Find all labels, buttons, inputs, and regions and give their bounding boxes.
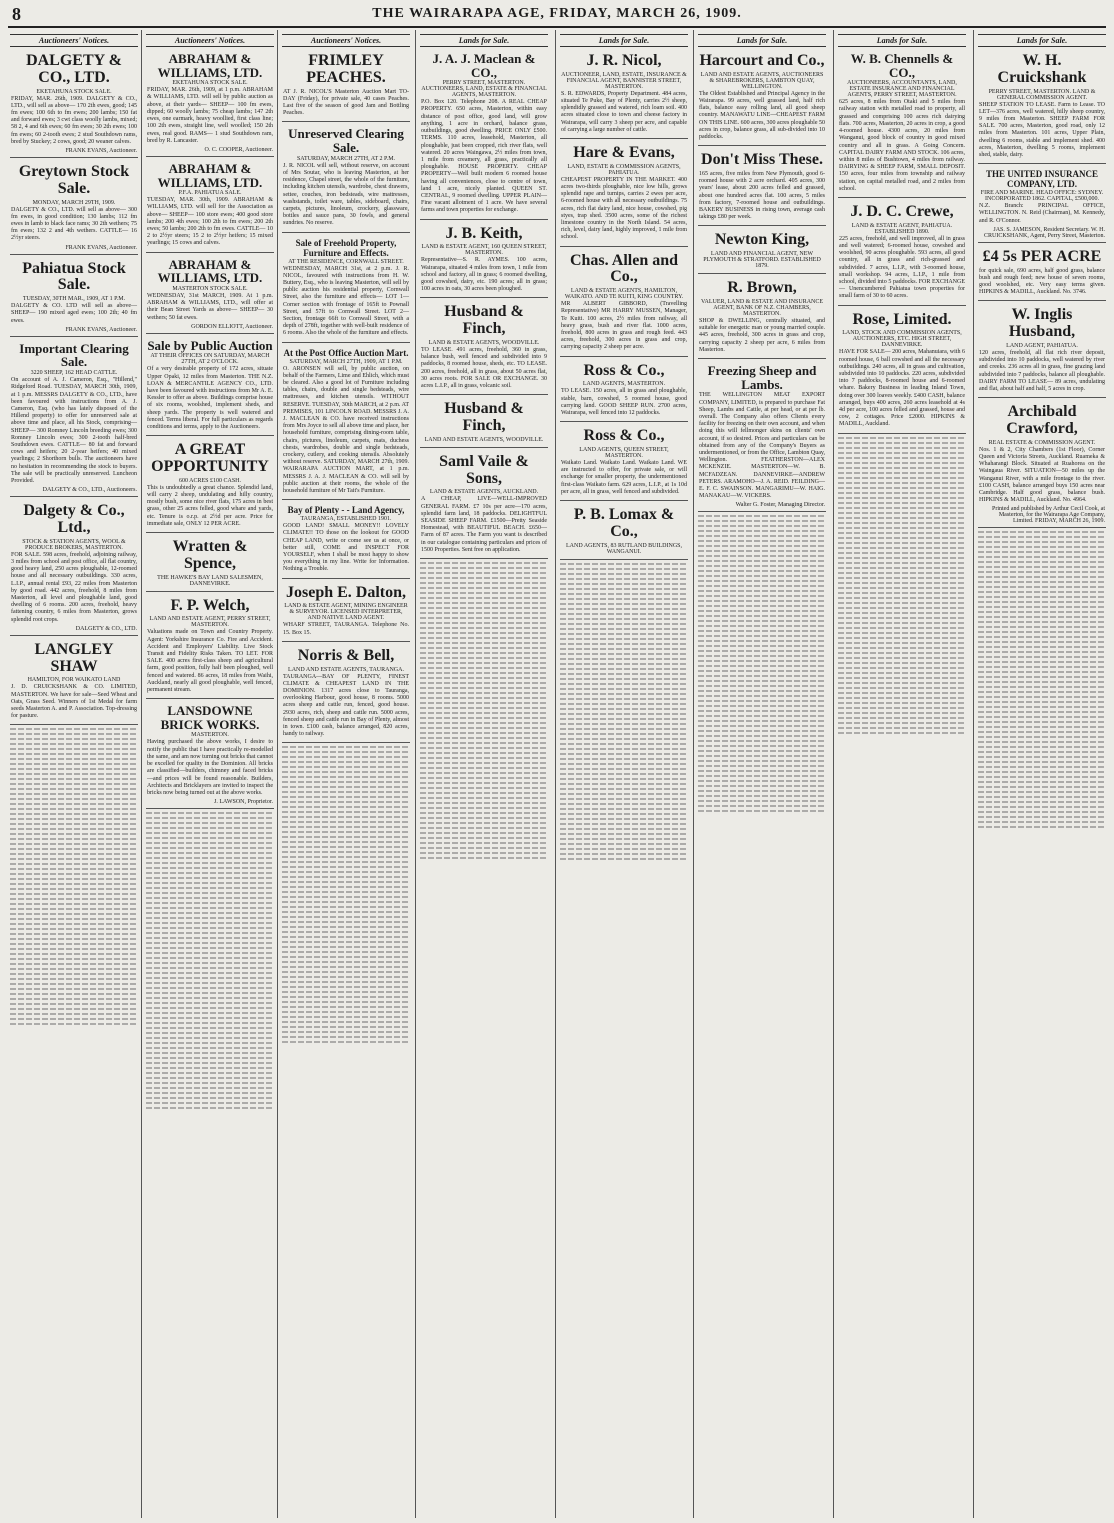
ad-signature: DALGETY & CO., LTD. xyxy=(75,625,137,632)
advertisement xyxy=(282,581,410,642)
advertisement xyxy=(146,336,274,436)
advertisement xyxy=(560,359,688,423)
advertisement xyxy=(698,49,826,146)
advertisement xyxy=(10,638,138,726)
ad-title: ABRAHAM & WILLIAMS, LTD. xyxy=(157,160,263,190)
advertisement xyxy=(420,397,548,448)
ad-body: N.Z. Branch: PRINCIPAL OFFICE, WELLINGTON. N. Reid (Chairman), M. Kennedy, and R. O'Connor. xyxy=(979,203,1105,224)
ad-subtitle: 3220 SHEEP, 162 HEAD CATTLE. xyxy=(30,370,118,377)
column-3 xyxy=(282,34,410,1516)
ad-subtitle: LAND AGENTS, 83 RUTLAND BUILDINGS, WANGANUI. xyxy=(566,542,682,555)
ad-body: J. R. NICOL will sell, without reserve, on account of Mrs Soutar, who is leaving Masterton, at her residence, Chapel street, the whole of the furniture, including kitchen utensils, wardrobe, chest drawers, settee, couches, iron bedsteads, wire mattresses, washstands, toilet ware, tables, sideboard, chairs, carpets, pictures, linoleum, crockery, glassware, bottles and sauce pans, 30 fowls, and general sundries. No reserve. xyxy=(283,162,409,227)
advertisement xyxy=(698,228,826,274)
ad-body: SHOP & DWELLING, centrally situated, and suitable for energetic man or young married couple. 445 acres, freehold, 300 acres in grass and crop, carrying capacity 2 sheep per acre, 6 miles from Masterton. xyxy=(699,318,825,353)
ad-title: Wratten & Spence, xyxy=(172,537,248,572)
ad-body: Valuations made on Town and Country Property. Agent: Yorkshire Insurance Co. Fire and Accident. Accident and Employers' Liability. Live Stock Transit and Fidelity Risks Taken. TO LET. FOR SALE. 400 acres first-class sheep and agricultural farm, good position, fully half been ploughed, well fenced and watered. 86 acres, 18 miles from Waihi, Auckland, nearly all good ploughable, well fenced, permanent stream. xyxy=(147,629,273,693)
column-4 xyxy=(420,34,548,1516)
print-texture xyxy=(282,746,410,1043)
ad-subtitle: STOCK & STATION AGENTS, WOOL & PRODUCE BROKERS, MASTERTON. xyxy=(22,538,126,551)
ad-title: Norris & Bell, xyxy=(297,646,395,664)
ad-signature: DALGETY & CO., LTD., Auctioneers. xyxy=(42,487,137,494)
ad-body: This is undoubtedly a great chance. Splendid land, will carry 2 sheep, undulating and hilly country, mostly bush, some nice river flats, 175 acres in best grass, other 25 acres felled, good whare and yards, etc. Tenure is o.r.p. at 2½d per acre. Price for immediate sale, ONLY 12 PER ACRE. xyxy=(147,484,273,527)
ad-title: Chas. Allen and Co., xyxy=(569,251,679,286)
column-heading: Auctioneers' Notices. xyxy=(282,34,410,47)
ad-title: DALGETY & CO., LTD. xyxy=(26,52,122,86)
ad-body: WEDNESDAY, MARCH 31st, at 2 p.m. J. R. NICOL, favoured with instructions from H. W. Buttery, Esq., who is leaving Masterton, will sell by public auction his residential property, Cornwall Street, also the furniture and effects— LOT 1—Corner section with frontage of 165ft to Pownall Street, and 57ft to Cornwall Street. LOT 2—Section, frontage 66ft to Cornwall Street, with a depth of 278ft, together with well-built residence of 6 rooms. Also the whole of the furniture and effects. xyxy=(283,265,409,337)
advertisement xyxy=(282,235,410,343)
ad-title: J. R. Nicol, xyxy=(586,52,662,69)
ad-body: WEDNESDAY, 31st MARCH, 1909. At 1 p.m. ABRAHAM & WILLIAMS, LTD., will offer at their Bean Street Yards as above— SHEEP— 30 wethers; 50 fat ewes. xyxy=(147,292,273,321)
ad-title: Saml Vaile & Sons, xyxy=(439,452,529,487)
ad-title: Don't Miss These. xyxy=(701,151,823,169)
print-texture xyxy=(978,531,1106,828)
ad-signature: J. LAWSON, Proprietor. xyxy=(213,799,273,806)
ad-subtitle: MASTERTON STOCK SALE. xyxy=(172,285,248,292)
ad-subtitle: MONDAY, MARCH 29TH, 1909. xyxy=(32,199,116,206)
ad-body: On account of A. J. Cameron, Esq., "Hillend," Ridgeford Road. TUESDAY, MARCH 30th, 1909, at 1 p.m. MESSRS DALGETY & CO., LTD., have been favoured with instructions from A. J. Cameron, Esq. (who has lately disposed of the Hillend property) to offer for unreserved sale at above time and place, all his Stock, comprising— SHEEP— 300 Romney Lincoln breeding ewes; 300 Romney Lincoln ewes; 300 2-tooth half-bred Southdown ewes. CATTLE— 80 fat and forward cows and heifers; 20 2-year heifers; 40 mixed yearlings; 2 Shorthorn bulls. The auctioneers have no hesitation in recommending the stock to buyers. The sale will be practically unreserved. Luncheon Provided. xyxy=(11,377,137,484)
print-texture xyxy=(10,728,138,1025)
advertisement xyxy=(698,148,826,226)
ad-title: R. Brown, xyxy=(727,279,797,297)
advertisement xyxy=(10,49,138,158)
masthead-title: THE WAIRARAPA AGE, FRIDAY, MARCH 26, 1909. xyxy=(372,6,742,21)
ad-body: HAVE FOR SALE— 200 acres, Mahanuiara, with 6 roomed house, 6 ball cowshed and all the necessary outbuildings. 240 acres, all in grass and cultivation, subdivided into 10 paddocks. 220 acres, subdivided into 7 paddocks, 8-roomed house and 6-roomed whare. Bakery Business in leading Inland Town, doing over 300 loaves weekly. £400 CASH, balance arranged, buys 400 acres, 260 acres leasehold at 4s 4d per acre, 100 acres felled and grassed, house and cow, 2 cottages. Price £2000. HIPKINS & MADILL, Auckland. xyxy=(839,349,965,428)
ad-title: F. P. Welch, xyxy=(170,596,250,614)
ad-body: CHEAPEST PROPERTY IN THE MARKET. 400 acres two-thirds ploughable, nice low hills, grows splendid rape and turnips, carries 2 ewes per acre, 6-roomed house with all necessary outbuildings. 75 acres, rich flat dairy land, nice house, cowshed, pig styes, trap shed. 3500 acres, some of the richest limestone country in the North Island. 54 acres, rich, level, dairy land, highly improved, 1 mile from school. xyxy=(561,176,687,241)
ad-body: TO LEASE. 150 acres, all in grass and ploughable, stable, barn, cowshed, 5 roomed house, good carrying land. GOOD SHEEP RUN. 2700 acres, Wairarapa, well fenced into 12 paddocks. xyxy=(561,388,687,417)
column-rule xyxy=(277,30,278,1518)
ad-title: W. Inglis Husband, xyxy=(1008,306,1076,341)
ad-title: LANSDOWNE BRICK WORKS. xyxy=(160,703,260,732)
page-number: 8 xyxy=(12,4,21,24)
advertisement xyxy=(282,345,410,501)
ad-subtitle: LAND, STOCK AND COMMISSION AGENTS, AUCTIONEERS, ETC. HIGH STREET, DANNEVIRKE. xyxy=(842,330,962,349)
column-heading: Auctioneers' Notices. xyxy=(10,34,138,47)
print-texture xyxy=(838,437,966,734)
ad-subtitle: AUCTIONEERS, ACCOUNTANTS, LAND, ESTATE INSURANCE AND FINANCIAL AGENTS, PERRY STREET, MASTERTON. xyxy=(847,80,957,99)
ad-subtitle: REAL ESTATE & COMMISSION AGENT. xyxy=(988,439,1096,446)
advertisement xyxy=(146,49,274,157)
ad-body: SHEEP STATION TO LEASE. Farm to Lease. TO LET—376 acres, well watered, hilly sheep country, 9 miles from Masterton. SHEEP FARM FOR SALE. 700 acres, Masterton, good road, only 12 miles from Masterton. 101 acres, Upper Plain, dwelling 6 rooms, stable and implement shed. 400 acres, Masterton, dwelling 5 rooms, implement shed, stable, dairy. xyxy=(979,101,1105,159)
column-1 xyxy=(10,34,138,1516)
advertisement xyxy=(282,124,410,232)
ad-title: Husband & Finch, xyxy=(444,303,524,338)
advertisement xyxy=(146,701,274,809)
ad-body: P.O. Box 120. Telephone 208. A REAL CHEAP PROPERTY. 650 acres, Masterton, within easy distance of post office, good land, will grow anything, 1 acre in orchard, balance grass, outbuildings, good dwelling. PRICE ONLY £500. TERMS. 110 acres, leasehold, Masterton, all ploughable, just been cropped, rich river flats, well watered. 20 acres Waingawa, 2½ miles from town, 1 mile from creamery, all grass, practically all ploughable. HOUSE PROPERTY. CHEAP PROPERTY—Well built modern 6 roomed house having all conveniences, close to centre of town, land 1 acre, nicely planted. QUEEN ST. CENTRAL, 9 roomed dwelling. UPPER PLAIN—Fine vacant allotment of 1 acre. We have several farms and town properties for exchange. xyxy=(421,99,547,214)
advertisement xyxy=(560,49,688,139)
column-rule xyxy=(415,30,416,1518)
ad-body: GOOD LAND! SMALL MONEY!! LOVELY CLIMATE!! TO those on the lookout for GOOD CHEAP LAND, write or come see us at once, or better still, COME and INSPECT FOR YOURSELF, when I shall be most happy to show you everything in my line. Write for Information. Nothing a Trouble. xyxy=(283,523,409,573)
ad-body: 225 acres, freehold, and well improved, all in grass and well watered; 6-roomed house, cowshed and woolshed, 90 acres ploughable. 593 acres, all good country, all in grass and rich-grassed and subdivided. 7 acres, L.I.P., with 3-roomed house, small workshop. 94 acres, L.I.P., 1 mile from school, divided into 5 paddocks. FOR EXCHANGE — Unencumbered Pahiatua town properties for small farm of 30 to 60 acres. xyxy=(839,235,965,300)
column-rule xyxy=(555,30,556,1518)
ad-signature: JAS. S. JAMESON, Resident Secretary. W. H. CRUICKSHANK, Agent, Perry Street, Masterton. xyxy=(984,226,1105,239)
ad-body: A CHEAP, LIVE—WELL-IMPROVED GENERAL FARM. £7 10s per acre—170 acres, splendid farm land, 18 paddocks. DELIGHTFUL SEASIDE SHEEP FARM. £1500—Pretty Seaside Homestead, with BEAUTIFUL BEACH. £650—Farm of 87 acres. The Farm you want is described in our catalogue containing particulars and prices of 1500 Properties. Sent free on application. xyxy=(421,496,547,553)
advertisement xyxy=(146,594,274,700)
column-heading: Auctioneers' Notices. xyxy=(146,34,274,47)
ad-body: S. R. EDWARDS, Property Department. 484 acres, situated Te Puke, Bay of Plenty, carries 2½ sheep, splendidly grassed and watered, rich loam soil. 400 acres situated close to town and cheese factory in Wairarapa, will carry 3 sheep per acre, and capable of carrying a large number of cattle. xyxy=(561,90,687,133)
ad-title: Rose, Limited. xyxy=(852,310,952,328)
advertisement xyxy=(420,49,548,220)
ad-subtitle: PERRY STREET, MASTERTON. LAND & GENERAL COMMISSION AGENT. xyxy=(988,88,1096,101)
column-rule xyxy=(693,30,694,1518)
advertisement xyxy=(10,499,138,636)
print-texture xyxy=(560,563,688,860)
ad-body: AT J. R. NICOL'S Masterton Auction Mart TO-DAY (Friday), for private sale, 40 cases Peaches. Last five of the season of good Jam and Bottling Peaches. xyxy=(283,88,409,117)
ad-body: Nos. 1 & 2, City Chambers (1st Floor), Corner Queen and Victoria Streets, Auckland. Ruameka & Whaharangi Block. Situated at Ruahorea on the Waingaua River. SITUATION—50 miles up the Wanganui River, with a mile frontage to the river. £100 CASH, balance arranged buys 150 acres near Cambridge. Half good grass, balance bush. HIPKINS & MADILL, Auckland. No. 4964. xyxy=(979,446,1105,504)
ad-title: Harcourt and Co., xyxy=(699,52,825,69)
ad-title: J. D. C. Crewe, xyxy=(850,202,954,220)
ad-subtitle: AUCTIONEER, LAND, ESTATE, INSURANCE & FINANCIAL AGENT, BANNISTER STREET, MASTERTON. xyxy=(561,71,687,90)
ad-body: FOR SALE. 598 acres, freehold, adjoining railway, 3 miles from school and post office, all flat country, good heavy land, 250 acres ploughable, 12-roomed house and all necessary outbuildings. 330 acres, L.I.P., annual rental £93, 22 miles from Masterton by good road. 442 acres, freehold, 8 miles from Masterton, all level and ploughable land, good dwelling of 6 rooms. 200 acres, freehold, heavy fattening country, 6 miles from Masterton, grows splendid root crops. xyxy=(11,551,137,623)
ad-signature: O. C. COOPER, Auctioneer. xyxy=(204,146,273,153)
ad-title: ABRAHAM & WILLIAMS, LTD. xyxy=(157,51,263,80)
ad-signature: GORDON ELLIOTT, Auctioneer. xyxy=(191,323,273,330)
ad-body: FRIDAY, MAR. 26th, 1909, at 1 p.m. ABRAHAM & WILLIAMS, LTD. will sell by public auction as above, at their yards— SHEEP— 100 fm ewes, dipped; 60 woolly lambs; 75 cheap lambs; 147 2th ewes, one earmark, heavy woollied, first class line; 100 2th ewes, straight line, well woolled; 150 2th ewes, real good. RAMS— 1 stud Southdown ram, bred by R. Lancaster. xyxy=(147,87,273,144)
column-2 xyxy=(146,34,274,1516)
ad-body: DALGETY & CO., LTD. will sell as above— 300 fm ewes, in good condition; 130 lambs; 112 fm ewes in lamb to black face rams; 30 2th wethers; 75 fm ewes; 132 2 and 4th wethers. CATTLE— 16 2½yr steers. xyxy=(11,206,137,242)
advertisement xyxy=(146,255,274,334)
ad-body: DALGETY & CO. LTD will sell as above— SHEEP— 190 mixed aged ewes; 100 2th; 40 fm ewes. xyxy=(11,303,137,324)
advertisement xyxy=(10,339,138,497)
ad-title: £4 5s PER ACRE xyxy=(982,247,1102,265)
advertisement xyxy=(420,450,548,559)
ad-signature: Walter G. Foster, Managing Director. xyxy=(735,502,825,509)
ad-subtitle: SATURDAY, MARCH 27TH, 1909, AT 1 P.M. xyxy=(289,358,403,365)
ad-title: W. H. Cruickshank xyxy=(997,52,1087,86)
ad-body: O. ARONSEN will sell, by public auction, on behalf of the Farmers, Lime and Ehlich, which must be cleared. Also a good lot of Furniture including tables, chairs, double and single bedsteads, wire mattresses, and kitchen utensils. WITHOUT RESERVE. TUESDAY, 30th MARCH, at 2 p.m. AT PREMISES, 101 LINCOLN ROAD. MESSRS J. A. J. MACLEAN & CO. have received instructions from Mrs Joyce to sell all above time and place, her household furniture, comprising dining-room table, chairs, pictures, linoleum, carpets, mats, duchess chests, wardrobes, double and single bedsteads, crockery, cutlery, and cooking utensils. Absolutely without reserve. SATURDAY, MARCH 27th, 1909. WAIRARAPA AUCTION MART, at 1 p.m. MESSRS J. A. J. MACLEAN & CO. will sell by public auction at their rooms, the whole of the household furniture of Mr Tait's Furniture. xyxy=(283,365,409,494)
advertisement xyxy=(560,503,688,560)
column-rule xyxy=(973,30,974,1518)
ad-subtitle: EKETAHUNA STOCK SALE. xyxy=(172,80,248,87)
ad-title: Hare & Evans, xyxy=(573,144,675,162)
column-heading: Lands for Sale. xyxy=(698,34,826,47)
advertisement xyxy=(978,49,1106,164)
ad-subtitle: TAURANGA, ESTABLISHED 1901. xyxy=(300,516,392,523)
ad-title: Newton King, xyxy=(714,231,810,249)
ad-title: Important Clearing Sale. xyxy=(19,340,129,370)
advertisement xyxy=(560,424,688,501)
advertisement xyxy=(146,159,274,253)
advertisement xyxy=(282,49,410,122)
ad-subtitle: LAND AGENTS, QUEEN STREET, MASTERTON. xyxy=(579,447,669,460)
column-heading: Lands for Sale. xyxy=(560,34,688,47)
ad-title: At the Post Office Auction Mart. xyxy=(283,347,409,358)
ad-title: Bay of Plenty - - Land Agency, xyxy=(287,505,405,516)
ad-body: The Oldest Established and Principal Agency in the Wairarapa. 99 acres, well grassed land, half rich flats, balance easy rolling land, all good sheep country. MANAWATU LINE—CHEAPEST FARM ON THIS LINE. 600 acres, 300 acres ploughable 50 acres in crop, balance grass, all sub-divided into 10 paddocks. xyxy=(699,90,825,141)
advertisement xyxy=(420,300,548,395)
ad-signature: FRANK EVANS, Auctioneer. xyxy=(65,148,137,155)
ad-body: MR ALBERT GIBBORD, (Travelling Representative) MR HARRY MUSSEN, Manager, Te Kuiti. 100 acres, 2½ miles from railway, all heavy grass, bush and river flat. 1000 acres, freehold, 800 acres in grass and rough feed. 443 acres, freehold, 300 acres in grass and crop, carrying capacity 2 sheep per acre. xyxy=(561,301,687,351)
print-texture xyxy=(420,562,548,859)
ad-title: W. B. Chennells & CO., xyxy=(850,51,954,80)
ad-subtitle: SATURDAY, MARCH 27TH, AT 2 P.M. xyxy=(296,155,396,162)
ad-title: LANGLEY SHAW xyxy=(34,640,114,675)
ad-title: Joseph E. Dalton, xyxy=(285,583,407,601)
ad-body: 120 acres, freehold, all flat rich river deposit, subdivided into 10 paddocks, well watered by river and creeks. 236 acres all in grass, fine grazing land subdivided into 7 paddocks, balance all ploughable. DAIRY FARM TO LEASE— 89 acres, undulating and flat, about half and half, 5 acres in crop. xyxy=(979,350,1105,393)
ad-subtitle: HAMILTON, FOR WAIKATO LAND xyxy=(27,677,121,684)
ad-subtitle: THE HAWKE'S BAY LAND SALESMEN, DANNEVIRKE. xyxy=(157,574,263,587)
advertisement xyxy=(420,222,548,299)
ad-subtitle: 600 ACRES £100 CASH. xyxy=(178,477,241,484)
ad-title: J. B. Keith, xyxy=(445,224,523,242)
ad-subtitle: LAND, ESTATE & COMMISSION AGENTS, PAHIATUA. xyxy=(567,163,681,176)
ad-subtitle: LAND & ESTATE AGENT, MINING ENGINEER & SURVEYOR. LICENSED INTERPRETER, AND NATIVE LAND AGENT. xyxy=(284,603,408,622)
ad-body: TAURANGA—BAY OF PLENTY, FINEST CLIMATE & CHEAPEST LAND IN THE DOMINION. 1317 acres close to Tauranga, overlooking Harbour, good house, 8 rooms. 5000 acres sheep and cattle run, fenced, good house. 2930 acres, rich, sheep and cattle run. 5000 acres, fenced sheep and cattle run in Bay of Plenty, almost in town. £100 cash, balance arranged, 820 acres, handy to railway. xyxy=(283,673,409,738)
ad-title: Greytown Stock Sale. xyxy=(18,163,130,197)
ad-title: Unreserved Clearing Sale. xyxy=(288,126,404,156)
ad-subtitle: LAND AGENT, PAHIATUA. xyxy=(1006,343,1078,350)
advertisement xyxy=(698,276,826,359)
ad-title: Archibald Crawford, xyxy=(1006,403,1078,438)
ad-body: Of a very desirable property of 172 acres, situate Upper Opaki, 12 miles from Masterton. THE N.Z. LOAN & MERCANTILE AGENCY CO., LTD. have been favoured with instructions from Mr A. E. Kessler to offer as above. Buildings comprise house of six rooms, woolshed, implement sheds, and sheep yards. The property is well watered and fenced. Terms liberal. For full particulars as regards conditions and terms, apply to the Auctioneers. xyxy=(147,366,273,430)
ad-subtitle: LAND & ESTATE AGENT, 160 QUEEN STREET, MASTERTON. xyxy=(421,244,547,257)
ad-body: for quick sale, 690 acres, half good grass, balance bush and rough feed; new house of seven rooms, good woolshed, etc. Very easy terms given. HIPKINS & MADILL, Auckland. No. 3746. xyxy=(979,267,1105,296)
column-rule xyxy=(833,30,834,1518)
advertisement xyxy=(978,166,1106,243)
ad-title: Dalgety & Co., Ltd., xyxy=(23,502,125,536)
ad-title: A GREAT OPPORTUNITY xyxy=(151,441,269,475)
ad-title: Ross & Co., xyxy=(583,427,665,445)
ad-subtitle: EKETAHUNA STOCK SALE. xyxy=(36,88,112,95)
ad-subtitle: LAND AND ESTATE AGENTS, WOODVILLE. xyxy=(424,436,544,443)
advertisement xyxy=(282,502,410,578)
ad-title: P. B. Lomax & Co., xyxy=(573,506,675,540)
column-heading: Lands for Sale. xyxy=(838,34,966,47)
masthead xyxy=(8,4,1106,28)
column-heading: Lands for Sale. xyxy=(978,34,1106,47)
ad-body: 625 acres, 8 miles from Otaki and 5 miles from railway station with metalled road to property, all grassed and comprising 100 acres rich dairying flats. 700 acres, Masterton, 20 acres in crop, a good 4-roomed house. 4300 acres, 20 miles from Wanganui, good block of country in good mixed country and all in grass. A Going Concern. CAPITAL DAIRY FARM AND STOCK. 106 acres, within 8 miles of Bushtown, 4 miles from railway. DAIRYING & SHEEP FARM, SMALL DEPOSIT. 150 acres, four miles from township and railway station, on capital metalled road, and 2 miles from school. xyxy=(839,99,965,192)
ad-subtitle: LAND AND ESTATE AGENT, PERRY STREET, MASTERTON. xyxy=(149,616,271,629)
column-7 xyxy=(838,34,966,1516)
ad-body: Representative—S. R. AYMES. 100 acres, Wairarapa, situated 4 miles from town, 1 mile from school and factory, all in grass; 6 roomed dwelling, good cowshed, dairy, etc. 190 acres; all in grass; 100 acres in oats, 30 acres been ploughed. xyxy=(421,257,547,293)
ad-body: 165 acres, five miles from New Plymouth, good 6-roomed house with 2 acre orchard. 405 acres, 300 years' lease, about 200 acres felled and grassed, about one hundred acres flat. 100 acres, 5 miles from factory, 7-roomed house and outbuildings. BAKERY BUSINESS in rising town, average cash takings £80 per week. xyxy=(699,171,825,221)
ad-subtitle: LAND AND ESTATE AGENTS, TAURANGA. xyxy=(288,666,404,673)
ad-subtitle: P.F.A. PAHIATUA SALE. xyxy=(178,190,242,197)
ad-subtitle: AT THE RESIDENCE, CORNWALL STREET. xyxy=(288,258,404,265)
ad-subtitle: LAND & ESTATE AGENTS, WOODVILLE. xyxy=(428,339,540,346)
ad-title: Freezing Sheep and Lambs. xyxy=(707,363,817,392)
ad-subtitle: MASTERTON. xyxy=(191,732,229,739)
ad-body: THE WELLINGTON MEAT EXPORT COMPANY, LIMITED, is prepared to purchase Fat Sheep, Lambs and Cattle, at per head, or at per lb. overall. The Company also offers Clients every facility for freezing on their own account, and when doing this will fellmonger skins on clients' own account, if so desired. Prices and particulars can be obtained from any of the Company's Buyers as undermentioned, or from the Office, Lambton Quay, Wellington. FEATHERSTON—ALEX MCKENZIE. MASTERTON—W. B. MCFADZEAN. DANNEVIRKE—ANDREW PETERS. ARAMOHO—J. A. REID. FEILDING—E. F. C. SWAINSON. MANGARIMU—W. HAIG. MANAKAU—W. VICKERS. xyxy=(699,392,825,500)
advertisement xyxy=(698,361,826,512)
ad-subtitle: LAND AND FINANCIAL AGENT, NEW PLYMOUTH & STRATFORD. ESTABLISHED 1879. xyxy=(703,251,821,270)
ad-subtitle: PERRY STREET, MASTERTON. AUCTIONEERS, LAND, ESTATE & FINANCIAL AGENTS, MASTERTON. xyxy=(421,80,547,99)
ad-subtitle: LAND & ESTATE AGENTS, HAMILTON, WAIKATO. AND TE KUITI, KING COUNTRY. xyxy=(564,288,684,301)
advertisement xyxy=(560,249,688,357)
advertisement xyxy=(10,257,138,337)
advertisement xyxy=(282,644,410,744)
ad-signature: Printed and published by Arthur Cecil Cook, at Masterton, for the Wairarapa Age Company, Limited. FRIDAY, MARCH 26, 1909. xyxy=(992,506,1105,525)
ad-title: Sale of Freehold Property, Furniture and Effects. xyxy=(295,237,397,258)
ad-signature: FRANK EVANS, Auctioneer. xyxy=(65,244,137,251)
ad-title: Pahiatua Stock Sale. xyxy=(22,259,126,294)
ad-title: FRIMLEY PEACHES. xyxy=(306,52,386,86)
print-texture xyxy=(698,515,826,812)
column-5 xyxy=(560,34,688,1516)
advertisement xyxy=(978,303,1106,398)
advertisement xyxy=(978,400,1106,528)
advertisement xyxy=(838,200,966,306)
ad-title: ABRAHAM & WILLIAMS, LTD. xyxy=(157,256,263,286)
advertisement xyxy=(560,141,688,247)
ad-body: Having purchased the above works, I desire to notify the public that I have practically re-modelled the same, and am now turning out bricks that cannot be excelled for quality in the Dominion. All bricks are classified—builders, chimney and faced bricks—and prices will be found reasonable. Builders, Architects and Bricklayers are invited to inspect the bricks now being turned out at the above works. xyxy=(147,739,273,796)
ad-body: TO LEASE. 491 acres, freehold, 360 in grass, balance bush, well fenced and subdivided into 9 paddocks, 8 roomed house, sheds, etc. TO LEASE. 200 acres, freehold, all in grass, about 50 acres flat, 30 acres roots. FOR SALE OR EXCHANGE. 30 acres L.I.P., all in grass, volcanic soil. xyxy=(421,346,547,389)
ad-body: FRIDAY, MAR. 26th, 1909. DALGETY & CO., LTD., will sell as above— 170 2th ewes, good; 145 fm ewes; 100 6th to fm ewes; 200 lambs; 150 fat and forward ewes; 3 cwt class woolly lambs, mixed; 58 2, 4 and 6th ewes; 60 fm ewes; 30 2th ewes; 100 fm ewes; 60 2-tooth ewes; 2 stud Southdown rams, bred by Stuckey; 2 cows, good; 20 weaner calves. xyxy=(11,95,137,145)
ad-title: Ross & Co., xyxy=(583,361,665,379)
advertisement xyxy=(10,160,138,255)
advertisement xyxy=(838,308,966,434)
ad-subtitle: LAND AGENTS, MASTERTON. xyxy=(582,381,666,388)
ad-body: TUESDAY, MAR. 30th, 1909. ABRAHAM & WILLIAMS, LTD. will sell for the Association as above— SHEEP— 100 store ewes; 400 good store lambs; 200 4th ewes; 100 2th to fm ewes; 200 2th ewes; 50 lambs; 200 2th to fm ewes. CATTLE— 10 2 to 2½yr steers; 15 2 to 2½yr heifers; 15 mixed yearlings; 15 cows and calves. xyxy=(147,197,273,247)
column-8 xyxy=(978,34,1106,1516)
ad-title: J. A. J. Maclean & CO., xyxy=(432,51,536,80)
ad-subtitle: TUESDAY, 30TH MAR., 1909, AT 1 P.M. xyxy=(22,296,126,303)
column-rule xyxy=(141,30,142,1518)
ad-body: WHARF STREET, TAURANGA. Telephone No. 15. Box 15. xyxy=(283,622,409,636)
ad-subtitle: LAND AND ESTATE AGENTS, AUCTIONEERS & SHAREBROKERS, LAMBTON QUAY, WELLINGTON. xyxy=(700,71,824,90)
ad-subtitle: AT THEIR OFFICES ON SATURDAY, MARCH 27TH, AT 2 O'CLOCK. xyxy=(150,353,270,366)
ad-signature: FRANK EVANS, Auctioneer. xyxy=(65,326,137,333)
ad-subtitle: FIRE AND MARINE. HEAD OFFICE: SYDNEY. INCORPORATED 1862. CAPITAL, £500,000. xyxy=(980,190,1104,203)
ad-body: Waikato Land. Waikato Land. Waikato Land. WE are instructed to offer, for private sale, or will exchange for smaller property, the undermentioned first-class Waikato farm. 629 acres, L.I.P., at 1s 10d per acre, all in grass, well fenced and subdivided. xyxy=(561,460,687,495)
ad-title: Husband & Finch, xyxy=(444,400,524,434)
column-heading: Lands for Sale. xyxy=(420,34,548,47)
column-6 xyxy=(698,34,826,1516)
ad-title: Sale by Public Auction xyxy=(147,337,273,353)
print-texture xyxy=(146,812,274,1109)
ad-body: J. D. CRUICKSHANK & CO. LIMITED, MASTERTON. We have for sale—Seed Wheat and Oats, Grass Seed. Winners of 1st Medal for farm seeds Masterton A. and P. Association. Top-dressing for pasture. xyxy=(11,684,137,720)
advertisement xyxy=(146,535,274,592)
ad-title: THE UNITED INSURANCE COMPANY, LTD. xyxy=(985,169,1099,190)
advertisement xyxy=(146,438,274,533)
ad-subtitle: LAND & ESTATE AGENTS, AUCKLAND. xyxy=(429,489,539,496)
ad-subtitle: LAND & ESTATE AGENT, PAHIATUA. ESTABLISHED 1890. xyxy=(851,222,953,235)
advertisement xyxy=(838,49,966,198)
ad-subtitle: VALUER, LAND & ESTATE AND INSURANCE AGENT, BANK OF N.Z. CHAMBERS, MASTERTON. xyxy=(700,299,824,318)
advertisement xyxy=(978,245,1106,302)
